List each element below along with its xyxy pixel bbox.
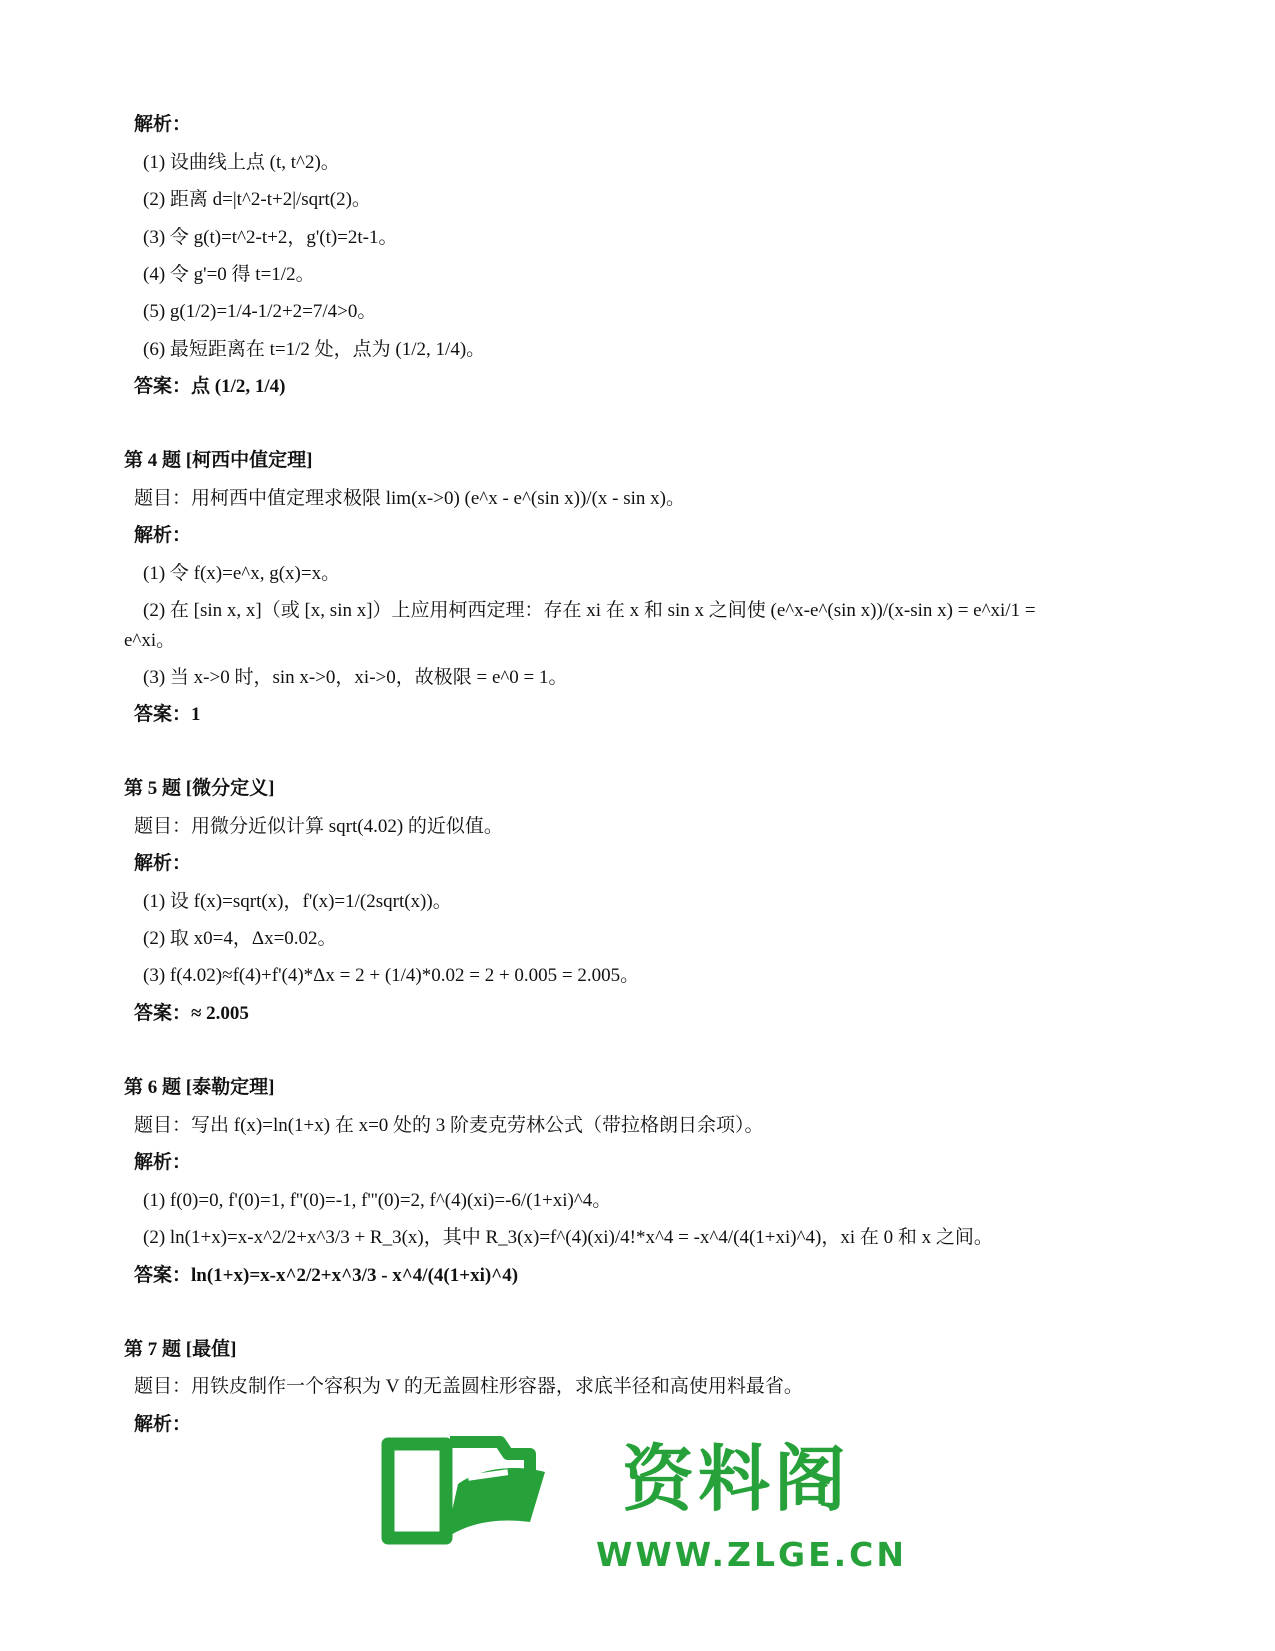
q4-analysis-label: 解析：	[134, 525, 192, 546]
q4-step-1: (1) 令 f(x)=e^x, g(x)=x。	[143, 563, 341, 584]
watermark-brand: 资料阁	[622, 1437, 851, 1521]
watermark-url: WWW.ZLGE.CN	[596, 1535, 908, 1574]
q4-heading: 第 4 题 [柯西中值定理]	[124, 450, 313, 471]
q5-step-1: (1) 设 f(x)=sqrt(x)，f'(x)=1/(2sqrt(x))。	[143, 891, 452, 912]
q5-step-2: (2) 取 x0=4，Δx=0.02。	[143, 928, 337, 949]
q5-answer: 答案：≈ 2.005	[134, 1003, 249, 1024]
q3-answer: 答案：点 (1/2, 1/4)	[134, 376, 286, 397]
q3-step-6: (6) 最短距离在 t=1/2 处，点为 (1/2, 1/4)。	[143, 339, 486, 360]
watermark	[400, 1432, 908, 1632]
q5-step-3: (3) f(4.02)≈f(4)+f'(4)*Δx = 2 + (1/4)*0.02 = 2 + 0.005 = 2.005。	[143, 965, 640, 986]
q3-step-2: (2) 距离 d=|t^2-t+2|/sqrt(2)。	[143, 189, 371, 210]
q6-step-1: (1) f(0)=0, f'(0)=1, f''(0)=-1, f'''(0)=2, f^(4)(xi)=-6/(1+xi)^4。	[143, 1190, 612, 1211]
q3-step-3: (3) 令 g(t)=t^2-t+2，g'(t)=2t-1。	[143, 227, 398, 248]
q4-step-3: (3) 当 x->0 时，sin x->0，xi->0，故极限 = e^0 = 1。	[143, 667, 568, 688]
q3-step-5: (5) g(1/2)=1/4-1/2+2=7/4>0。	[143, 301, 377, 322]
q7-analysis-label: 解析：	[134, 1414, 192, 1435]
q6-answer: 答案：ln(1+x)=x-x^2/2+x^3/3 - x^4/(4(1+xi)^4)	[134, 1265, 519, 1286]
q6-step-2: (2) ln(1+x)=x-x^2/2+x^3/3 + R_3(x)，其中 R_3(x)=f^(4)(xi)/4!*x^4 = -x^4/(4(1+xi)^4)，xi 在 0 和 x 之间。	[143, 1227, 993, 1248]
q5-question: 题目：用微分近似计算 sqrt(4.02) 的近似值。	[134, 816, 503, 837]
q6-analysis-label: 解析：	[134, 1152, 192, 1173]
q4-step-2-line-1: (2) 在 [sin x, x]（或 [x, sin x]）上应用柯西定理：存在 xi 在 x 和 sin x 之间使 (e^x-e^(sin x))/(x-sin x) = e^xi/1 =	[143, 600, 1036, 621]
q6-heading: 第 6 题 [泰勒定理]	[124, 1077, 275, 1098]
q3-step-1: (1) 设曲线上点 (t, t^2)。	[143, 152, 340, 173]
q7-heading: 第 7 题 [最值]	[124, 1339, 237, 1360]
q5-heading: 第 5 题 [微分定义]	[124, 778, 275, 799]
q7-question: 题目：用铁皮制作一个容积为 V 的无盖圆柱形容器，求底半径和高使用料最省。	[134, 1376, 803, 1397]
q4-answer: 答案：1	[134, 704, 201, 725]
q3-analysis-label: 解析：	[134, 114, 192, 135]
book-folder-logo-icon	[380, 1426, 580, 1546]
q3-step-4: (4) 令 g'=0 得 t=1/2。	[143, 264, 315, 285]
q4-question: 题目：用柯西中值定理求极限 lim(x->0) (e^x - e^(sin x))/(x - sin x)。	[134, 488, 685, 509]
q5-analysis-label: 解析：	[134, 853, 192, 874]
q6-question: 题目：写出 f(x)=ln(1+x) 在 x=0 处的 3 阶麦克劳林公式（带拉格朗日余项）。	[134, 1115, 764, 1136]
q4-step-2-line-2: e^xi。	[124, 630, 176, 651]
